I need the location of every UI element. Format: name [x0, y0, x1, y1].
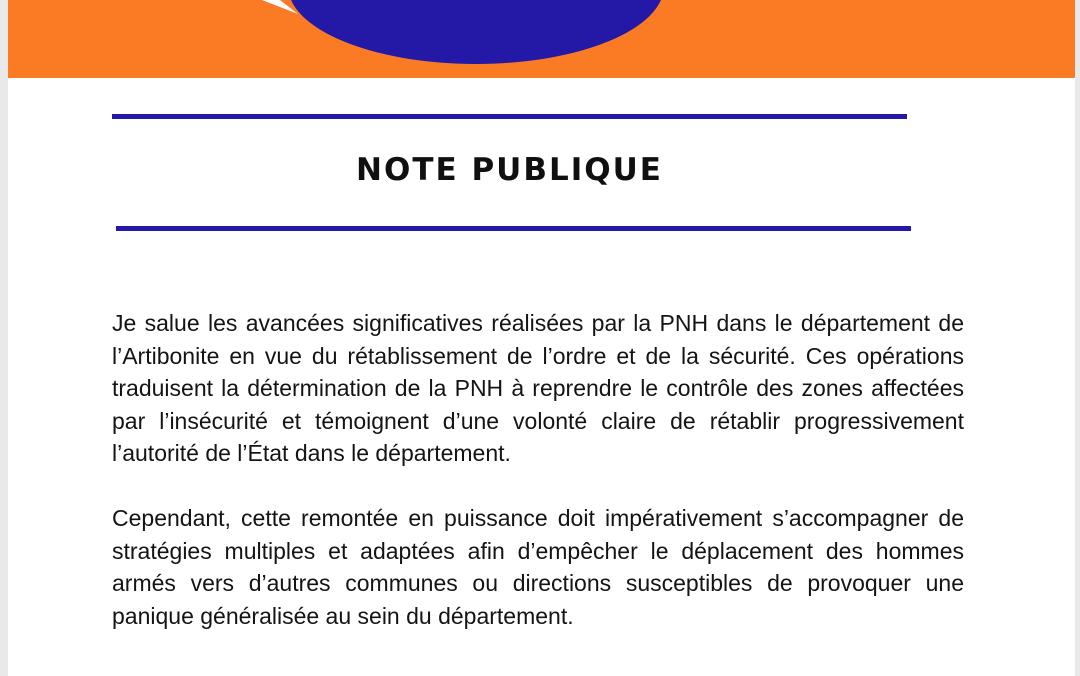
title-rule-bottom: [116, 226, 911, 231]
header-banner: [8, 0, 1075, 78]
note-body: [112, 307, 964, 665]
header-logo: [8, 0, 1075, 78]
paragraph: Je salue les avancées significatives réalisées par la PNH dans le département de l’Artibonite en vue du rétablissement de l’ordre et de la sécurité. Ces opérations traduisent la détermination de la PNH à reprendre le contrôle des zones affectées par l’insécurité et témoignent d’une volonté claire de rétablir progressivement l’autorité de l’État dans le département.: [112, 310, 964, 466]
paragraph: Cependant, cette remontée en puissance doit impérativement s’accompagner de stratégies multiples et adaptées afin d’empêcher le déplacement des hommes armés vers d’autres communes ou directions susceptibles de provoquer une panique généralisée au sein du département.: [112, 505, 964, 629]
note-sheet: [8, 78, 1075, 676]
title-rule-top: [112, 114, 907, 119]
logo-blue-circle: [288, 0, 664, 64]
page-title: NOTE PUBLIQUE: [356, 152, 663, 188]
